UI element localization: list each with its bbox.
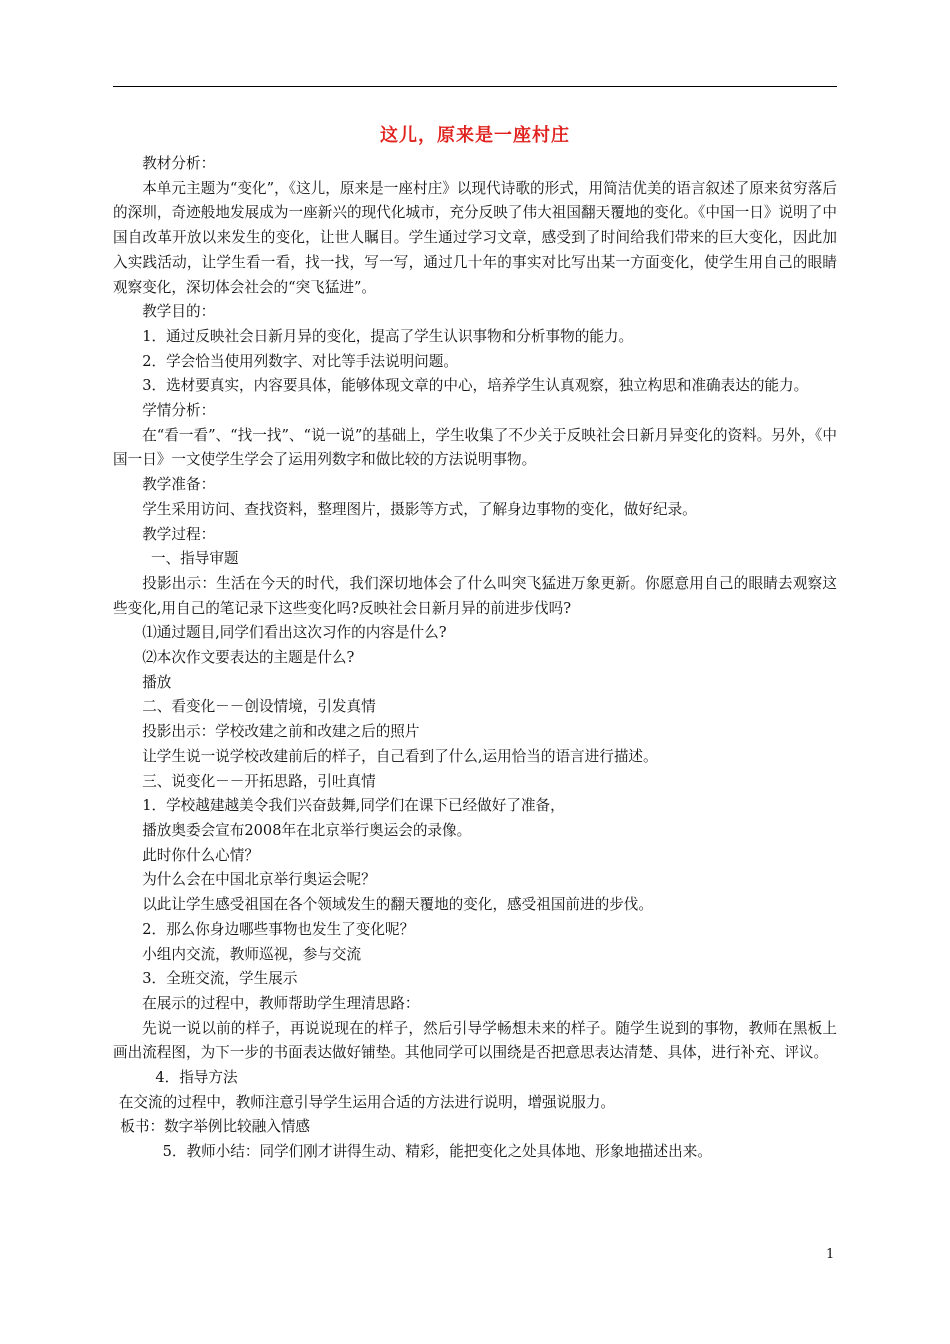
paragraph: ⑵本次作文要表达的主题是什么? [142,649,355,667]
paragraph: 二、看变化－－创设情境，引发真情 [142,698,376,716]
paragraph: 本单元主题为“变化”，《这儿，原来是一座村庄》以现代诗歌的形式，用简洁优美的语言叙述了原来贫穷落后的深圳，奇迹般地发展成为一座新兴的现代化城市，充分反映了伟大祖国翻天覆地的变化。《中国一日》说明了中国自改革开放以来发生的变化，让世人瞩目。学生通过学习文章，感受到了时间给我们带来的巨大变化，因此加入实践活动，让学生看一看，找一找，写一写，通过几十年的事实对比写出某一方面变化，使学生用自己的眼睛观察变化，深切体会社会的“突飞猛进”。 [113,179,837,296]
paragraph: 2．那么你身边哪些事物也发生了变化呢？ [142,920,415,938]
paragraph: 小组内交流，教师巡视，参与交流 [142,945,362,963]
paragraph: 播放奥委会宣布2008年在北京举行奥运会的录像。 [142,821,472,839]
paragraph: 三、说变化－－开拓思路，引吐真情 [142,772,376,790]
paragraph: 教学过程： [142,525,216,543]
document-title: 这儿，原来是一座村庄 [380,125,570,146]
paragraph: 3．选材要真实，内容要具体，能够体现文章的中心，培养学生认真观察，独立构思和准确表达的能力。 [142,377,809,395]
paragraph: 让学生说一说学校改建前后的样子，自己看到了什么,运用恰当的语言进行描述。 [142,747,658,765]
paragraph: 板书：数字举例比较融入情感 [120,1118,311,1136]
page-number: 1 [826,1247,835,1262]
paragraph: 先说一说以前的样子，再说说现在的样子，然后引导学畅想未来的样子。随学生说到的事物，教师在黑板上画出流程图，为下一步的书面表达做好铺垫。其他同学可以围绕是否把意思表达清楚、具体，进行补充、评议。 [113,1019,837,1062]
paragraph: 此时你什么心情？ [142,846,259,864]
paragraph: 1．学校越建越美令我们兴奋鼓舞,同学们在课下已经做好了准备， [142,797,565,815]
paragraph: 以此让学生感受祖国在各个领域发生的翻天覆地的变化，感受祖国前进的步伐。 [142,896,653,914]
paragraph: 3．全班交流，学生展示 [142,970,298,988]
paragraph: 投影出示：生活在今天的时代，我们深切地体会了什么叫突飞猛进万象更新。你愿意用自己的眼睛去观察这些变化,用自己的笔记录下这些变化吗?反映社会日新月异的前进步伐吗? [113,574,837,617]
paragraph: 在展示的过程中，教师帮助学生理清思路： [142,994,420,1012]
paragraph: 1．通过反映社会日新月异的变化，提高了学生认识事物和分析事物的能力。 [142,327,634,345]
paragraph: 教学目的： [142,303,216,321]
paragraph: 5．教师小结：同学们刚才讲得生动、精彩，能把变化之处具体地、形象地描述出来。 [162,1143,712,1161]
paragraph: 投影出示：学校改建之前和改建之后的照片 [142,723,420,741]
paragraph: 学情分析： [142,402,216,420]
paragraph: 教材分析： [142,155,216,172]
paragraph: 为什么会在中国北京举行奥运会呢？ [142,871,376,889]
paragraph: 一、指导审题 [150,550,239,568]
paragraph: 学生采用访问、查找资料，整理图片，摄影等方式，了解身边事物的变化，做好纪录。 [142,500,697,518]
paragraph: 教学准备： [142,476,216,494]
paragraph: 4．指导方法 [155,1069,238,1087]
paragraph: 播放 [142,673,172,691]
header-rule [113,86,837,87]
paragraph: ⑴通过题目,同学们看出这次习作的内容是什么? [142,624,447,642]
document-body [113,152,837,1165]
paragraph: 在“看一看”、“找一找”、“说一说”的基础上，学生收集了不少关于反映社会日新月异变化的资料。另外，《中国一日》一文使学生学会了运用列数字和做比较的方法说明事物。 [113,426,837,469]
paragraph: 在交流的过程中，教师注意引导学生运用合适的方法进行说明，增强说服力。 [118,1093,616,1111]
paragraph: 2．学会恰当使用列数字、对比等手法说明问题。 [142,352,458,370]
